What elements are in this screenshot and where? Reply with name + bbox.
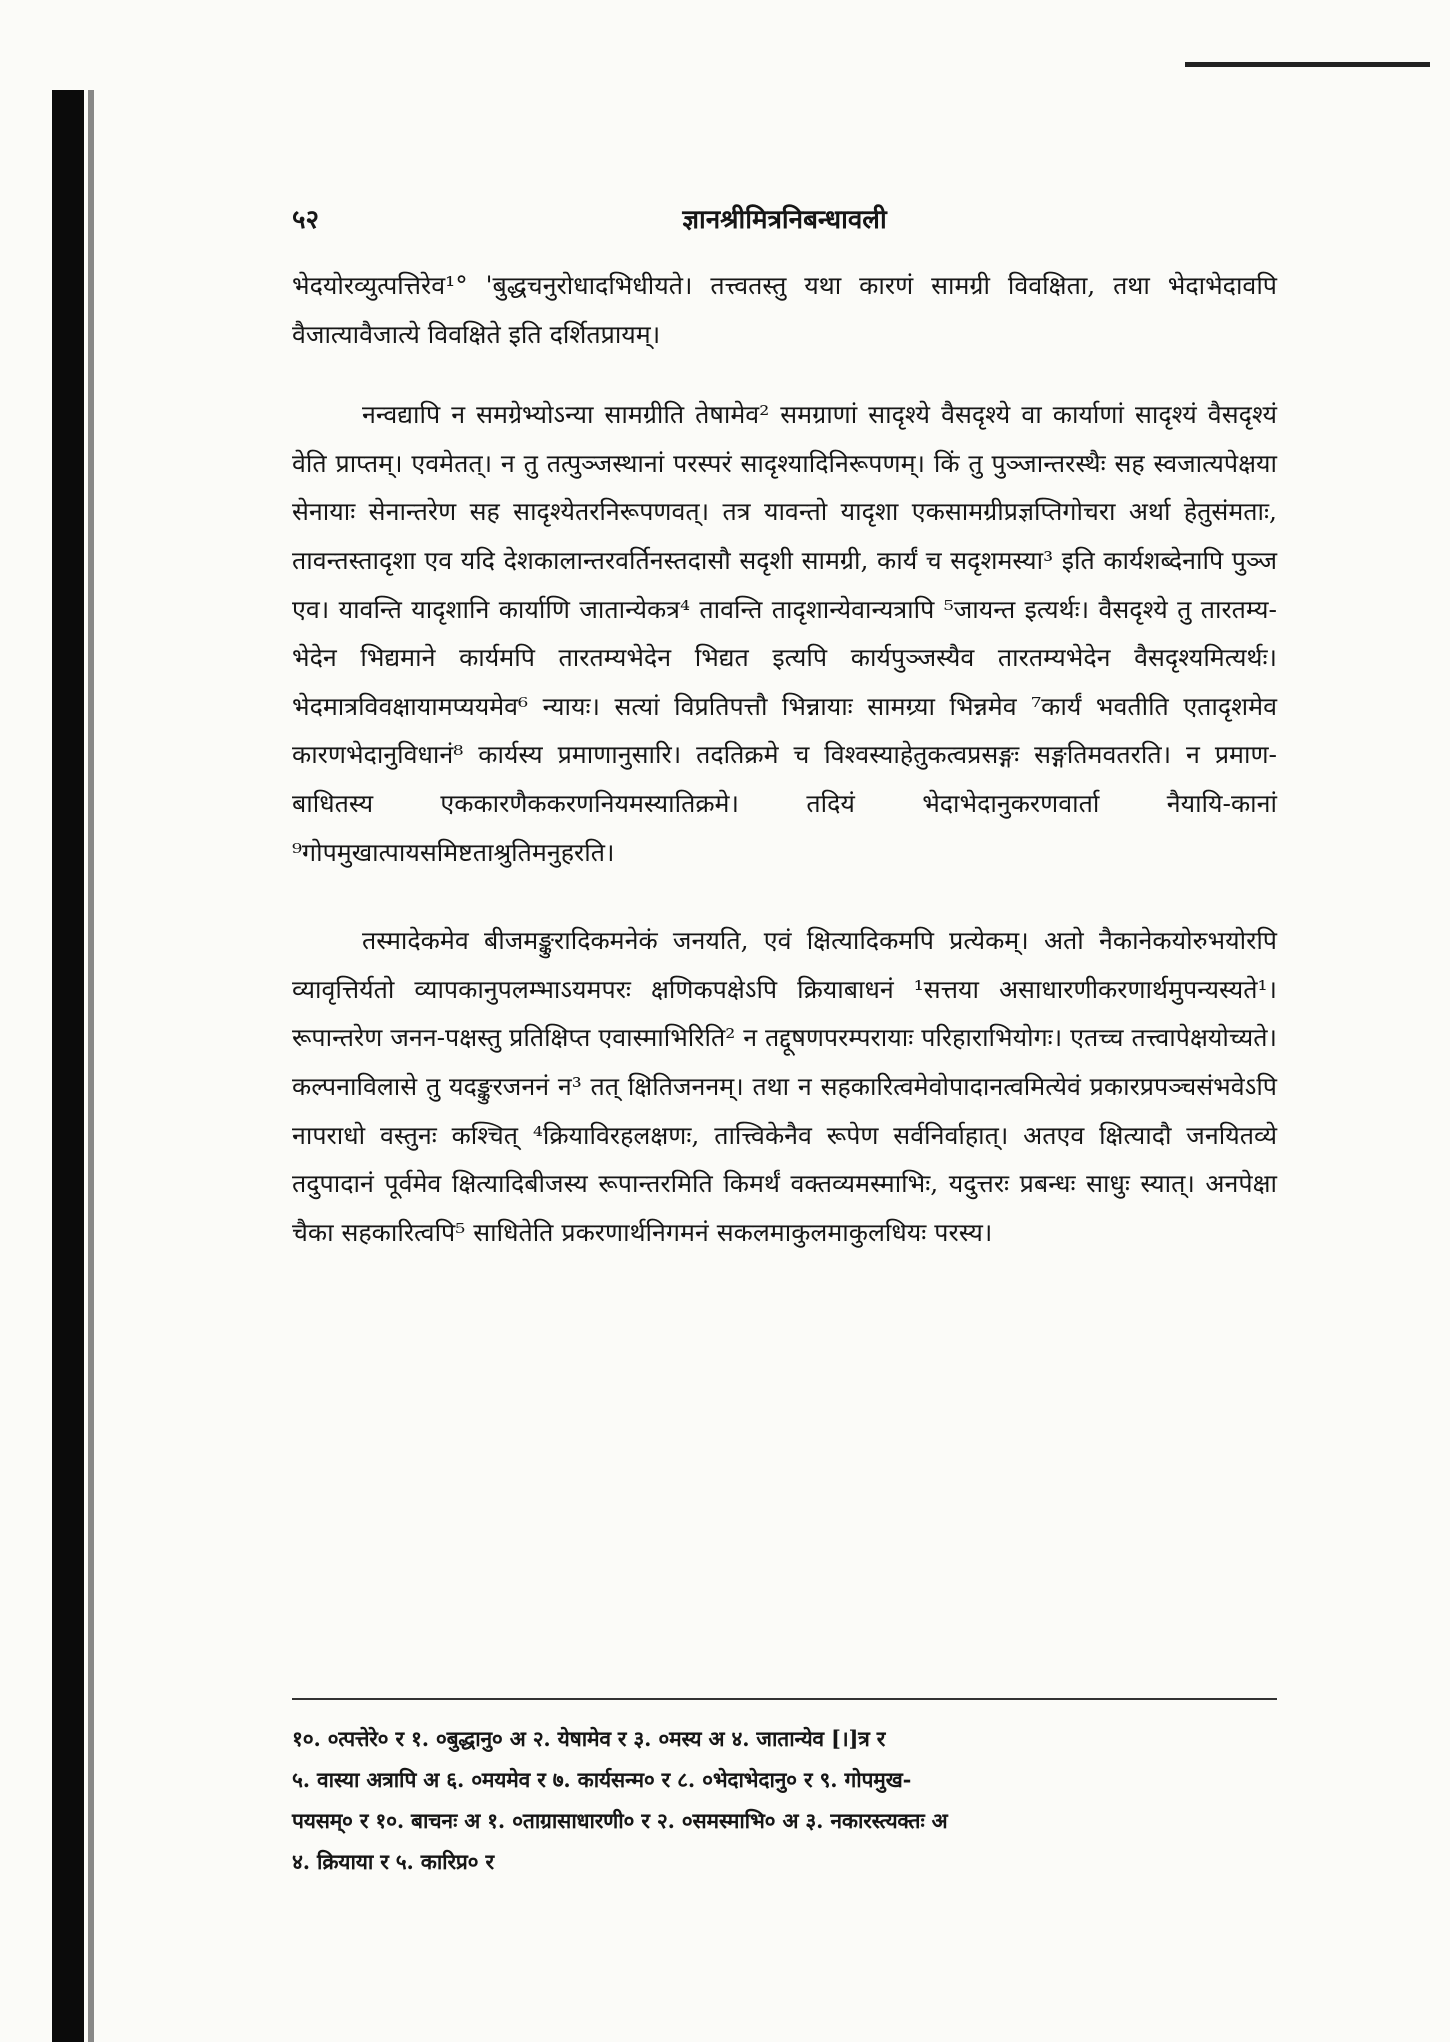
paragraph-2: नन्वद्यापि न समग्रेभ्योऽन्या सामग्रीति तेषामेव² समग्राणां सादृश्ये वैसदृश्ये वा कार्याणां सादृश्यं वैसदृश्यं वेति प्राप्तम्। एवमेतत्। न तु तत्पुञ्जस्थानां परस्परं सादृश्यादिनिरूपणम्। किं तु पुञ्जान्तरस्थैः सह स्वजात्यपेक्षया सेनायाः सेनान्तरेण सह सादृश्येतरनिरूपणवत्। तत्र यावन्तो यादृशा एकसामग्रीप्रज्ञप्तिगोचरा अर्था हेतुसंमताः, तावन्तस्तादृशा एव यदि देशकालान्तरवर्तिनस्तदासौ सदृशी सामग्री, कार्यं च सदृशमस्या³ इति कार्यशब्देनापि पुञ्ज एव। यावन्ति यादृशानि कार्याणि जातान्येकत्र⁴ तावन्ति तादृशान्येवान्यत्रापि ⁵जायन्त इत्यर्थः। वैसदृश्ये तु तारतम्य-भेदेन भिद्यमाने कार्यमपि तारतम्यभेदेन भिद्यत इत्यपि कार्यपुञ्जस्यैव तारतम्यभेदेन वैसदृश्यमित्यर्थः। भेदमात्रविवक्षायामप्ययमेव⁶ न्यायः। सत्यां विप्रतिपत्तौ भिन्नायाः सामग्र्या भिन्नमेव ⁷कार्यं भवतीति एतादृशमेव कारणभेदानुविधानं⁸ कार्यस्य प्रमाणानुसारि। तदतिक्रमे च विश्वस्याहेतुकत्वप्रसङ्गः सङ्गतिमवतरति। न प्रमाण-बाधितस्य एककारणैककरणनियमस्यातिक्रमे। तदियं भेदाभेदानुकरणवार्ता नैयायि-कानां ⁹गोपमुखात्पायसमिष्टताश्रुतिमनुहरति। <box>292 400 1277 867</box>
scan-binding-shadow <box>52 90 84 2042</box>
top-edge-rule <box>1185 62 1430 67</box>
footnotes <box>292 1718 1277 1882</box>
paragraph-3: तस्मादेकमेव बीजमङ्कुरादिकमनेकं जनयति, एवं क्षित्यादिकमपि प्रत्येकम्। अतो नैकानेकयोरुभयोरपि व्यावृत्तिर्यतो व्यापकानुपलम्भाऽयमपरः क्षणिकपक्षेऽपि क्रियाबाधनं ¹सत्तया असाधारणीकरणार्थमुपन्यस्यते¹। रूपान्तरेण जनन-पक्षस्तु प्रतिक्षिप्त एवास्माभिरिति² न तद्दूषणपरम्परायाः परिहाराभियोगः। एतच्च तत्त्वापेक्षयोच्यते। कल्पनाविलासे तु यदङ्कुरजननं न³ तत् क्षितिजननम्। तथा न सहकारित्वमेवोपादानत्वमित्येवं प्रकारप्रपञ्चसंभवेऽपि नापराधो वस्तुनः कश्चित् ⁴क्रियाविरहलक्षणः, तात्त्विकेनैव रूपेण सर्वनिर्वाहात्। अतएव क्षित्यादौ जनयितव्ये तदुपादानं पूर्वमेव क्षित्यादिबीजस्य रूपान्तरमिति किमर्थं वक्तव्यमस्माभिः, यदुत्तरः प्रबन्धः साधुः स्यात्। अनपेक्षा चैका सहकारित्वपि⁵ साधितेति प्रकरणार्थनिगमनं सकलमाकुलमाकुलधियः परस्य। <box>292 926 1277 1247</box>
book-title: ज्ञानश्रीमित्रनिबन्धावली <box>682 205 887 235</box>
footnote-line-2: ५. वास्या अत्रापि अ ६. ०मयमेव र ७. कार्यसन्म० र ८. ०भेदाभेदानु० र ९. गोपमुख- <box>292 1767 912 1792</box>
footnote-line-1: १०. ०त्पत्तेरे० र १. ०बुद्धानु० अ २. येषामेव र ३. ०मस्य अ ४. जातान्येव [।]त्र र <box>292 1726 886 1751</box>
running-header <box>292 200 1277 242</box>
main-text <box>292 262 1277 1257</box>
paragraph-1: भेदयोरव्युत्पत्तिरेव¹° 'बुद्धचनुरोधादभिधीयते। तत्त्वतस्तु यथा कारणं सामग्री विवक्षिता, तथा भेदाभेदावपि वैजात्यावैजात्ये विवक्षिते इति दर्शितप्रायम्। <box>292 271 1277 349</box>
page-number: ५२ <box>292 205 320 235</box>
footnote-line-3: पयसम्० र १०. बाचनः अ १. ०ताग्रासाधारणी० र २. ०समस्माभि० अ ३. नकारस्त्यक्तः अ <box>292 1808 948 1833</box>
footnote-line-4: ४. क्रियाया र ५. कारिप्र० र <box>292 1849 494 1874</box>
footnote-divider <box>292 1698 1277 1700</box>
